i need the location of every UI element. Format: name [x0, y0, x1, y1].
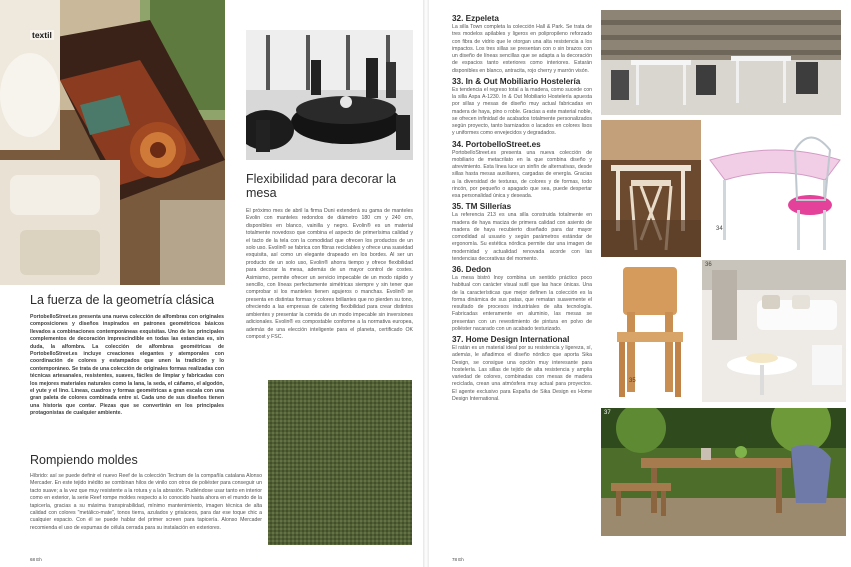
- wooden-chairs-illustration: [601, 120, 701, 257]
- cafe-chairs-photo: [601, 10, 841, 115]
- fabric-swatch-illustration: [268, 380, 412, 545]
- article-title: 33. In & Out Mobiliario Hostelería: [452, 76, 581, 86]
- wooden-chairs-photo: [601, 120, 701, 257]
- section-body: Híbrido: así se puede definir el nuevo Reef de la colección Tectram de la compañía catalana Alonso Mercader. En este tejido inédito se combinan hilos de vinilo con otros de poliéster para conseguir un tacto suave; a la vez que muy resistente a la rotura y a la abrasión. Pudiéndose usar tanto en interior como en exterior, la serie Reef rompe moldes respecto a lo conocido hasta ahora en el mundo de la tapicería, gracias a su máxima transpirabilidad, mínimo mantenimiento, imagen técnica de alta calidad con colores "metálico-mate", tonos tierra, azulados y grisáceos, para dar ese toque chic a cualquier espacio. Con él se puede hablar del primer screen para tapicería. Alonso Mercader recomienda el uso de espumas de célula cerrada para su instalación en exteriores.: [30, 473, 262, 531]
- page-number-left: 68 Eh: [30, 557, 42, 562]
- banquet-photo: [246, 30, 413, 160]
- banquet-illustration: [246, 30, 413, 160]
- garden-terrace-illustration: [601, 408, 846, 536]
- article-body: La referencia 213 es una silla construida totalmente en madera de haya maciza de primera calidad con asiento de madera de haya recubierto diseñado para dar mayor comodidad al usuario y según parámetros estándar de ergonomía. Su estética nórdica permite dar una imagen de modernidad y actualidad renovada acorde con las tendencias decorativas del momento.: [452, 212, 592, 262]
- article-body: PortobelloStreet.es presenta una nueva colección de mobiliario de metacrilato en la que combina diseño y atrevimiento. Esta línea luce un sinfín de alternativas, desde sillas hasta mesas auxiliares, cargadas de energía. Gracias a la diversidad de texturas, de colores y de formas, todo rincón, por pequeño o apagado que sea, puede despertar esa personalidad única y deseada.: [452, 149, 592, 199]
- article-title: 37. Home Design International: [452, 335, 570, 344]
- article-title: 34. PortobelloStreet.es: [452, 139, 541, 149]
- article-body: La silla Town completa la colección Hall & Park. Se trata de tres modelos apilables y ligeros en polipropileno reforzado con fibra de vidrio que le otorgan una alta resistencia a los impactos. Los tres sillas se presentan con o sin brazos con un diseño de líneas sencillas que se adapta a la decoración de espacios tanto exteriores como interiores. Estarán disponibles en blanco, antracita, rojo cherry y marrón visón.: [452, 24, 592, 74]
- article-body: El ratán es un material ideal por su resistencia y ligereza, sí, además, le añadimos el diseño nórdico que aporta Sika Design, se consigue una opción muy interesante para hostelería. Las sillas de tejido de alta resistencia y amplia variedad de colores, combinadas con mesas de madera reciclada, crean una atmósfera muy actual para proyectos. El agente exclusivo para España de Sika Design es Home Design International.: [452, 345, 592, 402]
- section-title: Flexibilidad para decorar la mesa: [246, 172, 397, 200]
- section-rompiendo: [30, 453, 262, 532]
- photo-number-35: 35: [629, 378, 636, 384]
- article-ezpeleta: [452, 14, 592, 75]
- article-home-design: [452, 335, 592, 403]
- cafe-chairs-illustration: [601, 10, 841, 115]
- garden-terrace-photo: [601, 408, 846, 536]
- page-fold: [423, 0, 429, 567]
- article-portobello: [452, 140, 592, 201]
- article-body: La mesa bistró Inoy combina un sentido práctico poco habitual con carácter visual sutil que las hace únicas. Una de la características que mejor definen la colección es la forma dinámica de sus patas, que rematan suavemente el resultado de procesos industriales de alta tecnología. Fabricadas enteramente en aluminio, las mesas se presentan con un revestimiento de pintura en polvo de poliéster nacarado con un acabado texturizado.: [452, 275, 592, 332]
- section-body: El próximo mes de abril la firma Duni extenderá su gama de manteles Evolin con manteles redondos de diámetro 180 cm y 240 cm, disponibles en blanco, vainilla y negro. Evolin® es un material totalmente novedoso que combina el aspecto de primerísima calidad y el tacto de la tela con la comodidad que ofrecen los productos de un solo uso. Evolin® se fabrica con fibras reciclables y ofrece una suavidad exquisita, así como un elegante drapeado en los bordes. Al ser un producto de un solo uso, Evolin® ahorra tiempo y ofrece flexibilidad para decorar la mesa, además de un mayor control de costes. Asimismo, permite ofrecer un servicio impecable de un modo rápido y sencillo, con líneas perfectamente simétricas siempre y sin tener que comprobar si los manteles tienen agujeros o manchas. Evolin® se presenta en distintas formas y colores brillantes que no pierden su tono, ofreciendo a las empresas de catering flexibilidad para crear distintos ambientes y presentar la comida de un modo impecable sin inversiones adicionales. Evolin® es compostable conforme a la normativa europea, además de una elección inteligente para el planeta, certificado OK compost y FSC.: [246, 208, 413, 340]
- photo-number-36: 36: [705, 262, 712, 268]
- section-geometria: [30, 293, 224, 418]
- article-column: [452, 14, 592, 405]
- rug-room-illustration: [0, 0, 225, 285]
- section-body: PortobelloStreet.es presenta una nueva colección de alfombras con originales composiciones y diseños inspirados en patrones geométricos básicos llevados a combinaciones contemporáneas exquisitas. Uno de los principales complementos de decoración imprescindible en todas las estancias es, sin duda, la alfombra. La colección de alfombras geométricas de PortobelloStreet.es incluye creaciones elegantes y atemporales con coordinación de colores y estampados que unen la tradición y lo contemporáneo. Se trata de una colección de originales formas realizadas con técnicas artesanales, resistentes, suaves, fáciles de limpiar y fabricadas con los mejores materiales naturales como la lana, la seda, el cáñamo, el algodón, el yute y el lino. Líneas, cuadros y formas geométricas a gran escala con una gran paleta de colores combinada entre sí. Cada uno de sus diseños tienen una historia que contar. Piezas que se convertirán en los principales protagonistas de cualquier ambiente.: [30, 314, 224, 417]
- acrylic-chairs-photo: [705, 120, 845, 257]
- wood-chair-illustration: [601, 262, 701, 402]
- lounge-photo: [702, 260, 846, 402]
- article-tm-sillerias: [452, 202, 592, 263]
- article-in-out: [452, 77, 592, 138]
- article-body: Es tendencia el regreso total a la madera, como sucede con la silla Aspa A-1230. In & Out Mobiliario Hostelería apuesta por sillas y mesas de diseño muy actual fabricadas en madera de haya, pino o roble. Gracias a este material noble, se ofrecen infinidad de acabados totalmente personalizados según proyecto, tanto barnizados o lacados en colores lisos y uniformes como envejecidos y degradados.: [452, 86, 592, 137]
- section-flexibilidad: [246, 172, 413, 341]
- section-title: Rompiendo moldes: [30, 453, 138, 467]
- lounge-illustration: [702, 260, 846, 402]
- rug-room-photo: [0, 0, 225, 285]
- section-title: La fuerza de la geometría clásica: [30, 293, 215, 307]
- article-title: 35. TM Sillerías: [452, 202, 512, 212]
- article-title: 32. Ezpeleta: [452, 14, 499, 23]
- page-number-right: 78 Eh: [452, 557, 464, 562]
- photo-number-37: 37: [604, 410, 611, 416]
- article-dedon: [452, 265, 592, 333]
- article-title: 36. Dedon: [452, 265, 492, 274]
- wood-chair-photo: [601, 262, 701, 402]
- acrylic-chairs-illustration: [705, 120, 845, 257]
- section-tag: textil: [32, 30, 52, 40]
- photo-number-34: 34: [716, 226, 723, 232]
- fabric-swatch-photo: [268, 380, 412, 545]
